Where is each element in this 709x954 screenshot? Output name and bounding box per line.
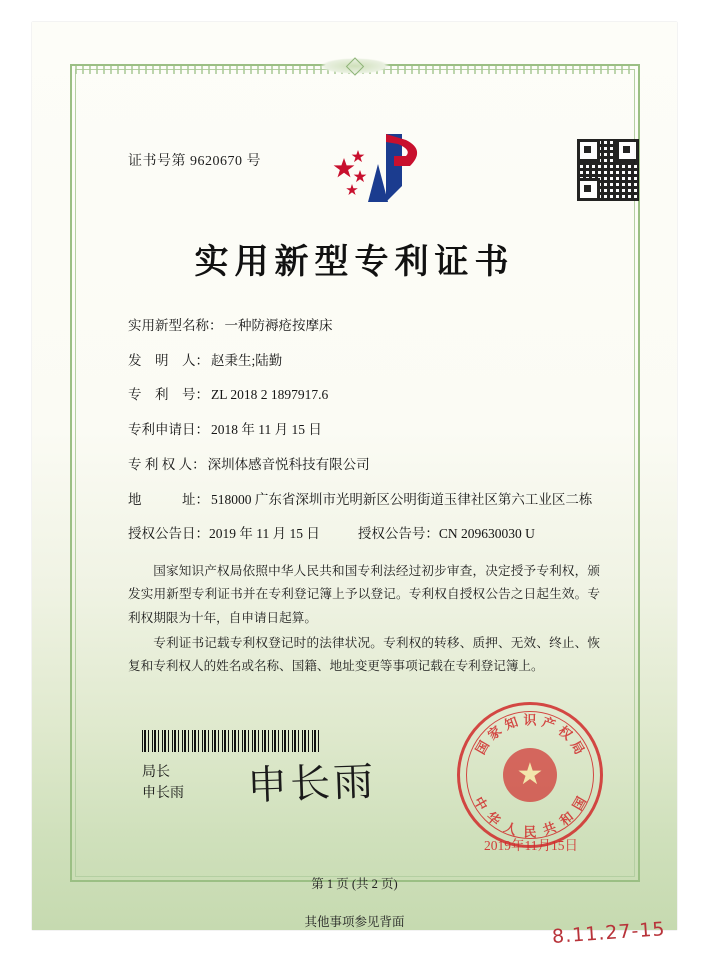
- director-title: [142, 762, 184, 804]
- director-name: 申长雨: [142, 786, 184, 801]
- grant-number-value: CN 209630030 U: [438, 526, 535, 542]
- handwritten-signature: 申长雨: [246, 758, 377, 810]
- field-row-address: [128, 491, 598, 509]
- page-footer: 第 1 页 (共 2 页): [311, 877, 398, 891]
- corner-ornament-top-left: [70, 64, 104, 98]
- certificate-number: 证书号第 9620670 号: [128, 154, 261, 169]
- field-label: 专 利 权 人：: [128, 456, 206, 472]
- field-row-grant-announcement: [128, 525, 598, 543]
- field-row-application-date: [128, 421, 598, 439]
- grant-date-label: 授权公告日：: [128, 526, 209, 542]
- field-value: ZL 2018 2 1897917.6: [211, 387, 329, 403]
- barcode-icon: [142, 730, 320, 752]
- patent-office-logo-icon: [332, 130, 428, 206]
- grant-number-label: 授权公告号：: [357, 526, 439, 542]
- field-label: 发 明 人：: [128, 352, 209, 368]
- grant-date-value: 2019 年 11 月 15 日: [209, 526, 320, 542]
- field-label: 专 利 号：: [128, 387, 209, 403]
- official-red-seal-icon: [457, 702, 603, 848]
- seal-date: 2019年11月15日: [484, 838, 578, 853]
- certificate-body: [128, 560, 600, 680]
- body-paragraph-1: 国家知识产权局依照中华人民共和国专利法经过初步审查，决定授予专利权，颁发实用新型专利证书并在专利登记簿上予以登记。专利权自授权公告之日起生效。专利权期限为十年，自申请日起算。: [128, 564, 600, 625]
- field-row-invention-name: [128, 317, 598, 335]
- field-row-patent-number: [128, 386, 598, 404]
- field-value: 深圳体感音悦科技有限公司: [207, 456, 370, 472]
- field-value: 518000 广东省深圳市光明新区公明街道玉律社区第六工业区二栋: [211, 491, 593, 507]
- field-row-inventor: [128, 352, 598, 370]
- field-label: 地 址：: [128, 491, 209, 507]
- field-value: 2018 年 11 月 15 日: [211, 422, 322, 438]
- certificate-paper: [32, 22, 677, 948]
- handwritten-note: 8.11.27-15: [551, 918, 667, 948]
- qr-code-icon: [577, 139, 639, 201]
- field-value: 一种防褥疮按摩床: [224, 318, 333, 333]
- seal-top-text: 国 家 知 识 产 权 局 中 华 人 民 共 和 国: [470, 712, 590, 840]
- body-paragraph-2: 专利证书记载专利权登记时的法律状况。专利权的转移、质押、无效、终止、恢复和专利权人的姓名或名称、国籍、地址变更等事项记载在专利登记簿上。: [128, 635, 600, 674]
- certificate-title: 实用新型专利证书: [194, 242, 515, 282]
- back-side-note: 其他事项参见背面: [304, 915, 405, 929]
- certificate-fields: [128, 317, 598, 560]
- corner-ornament-top-right: [606, 64, 640, 98]
- field-value: 赵秉生;陆勤: [211, 352, 283, 368]
- director-title-line1: 局长: [142, 765, 170, 780]
- field-label: 实用新型名称：: [128, 318, 223, 333]
- field-label: 专利申请日：: [128, 422, 209, 438]
- diamond-ornament-icon: [320, 58, 390, 74]
- field-row-patentee: [128, 456, 598, 474]
